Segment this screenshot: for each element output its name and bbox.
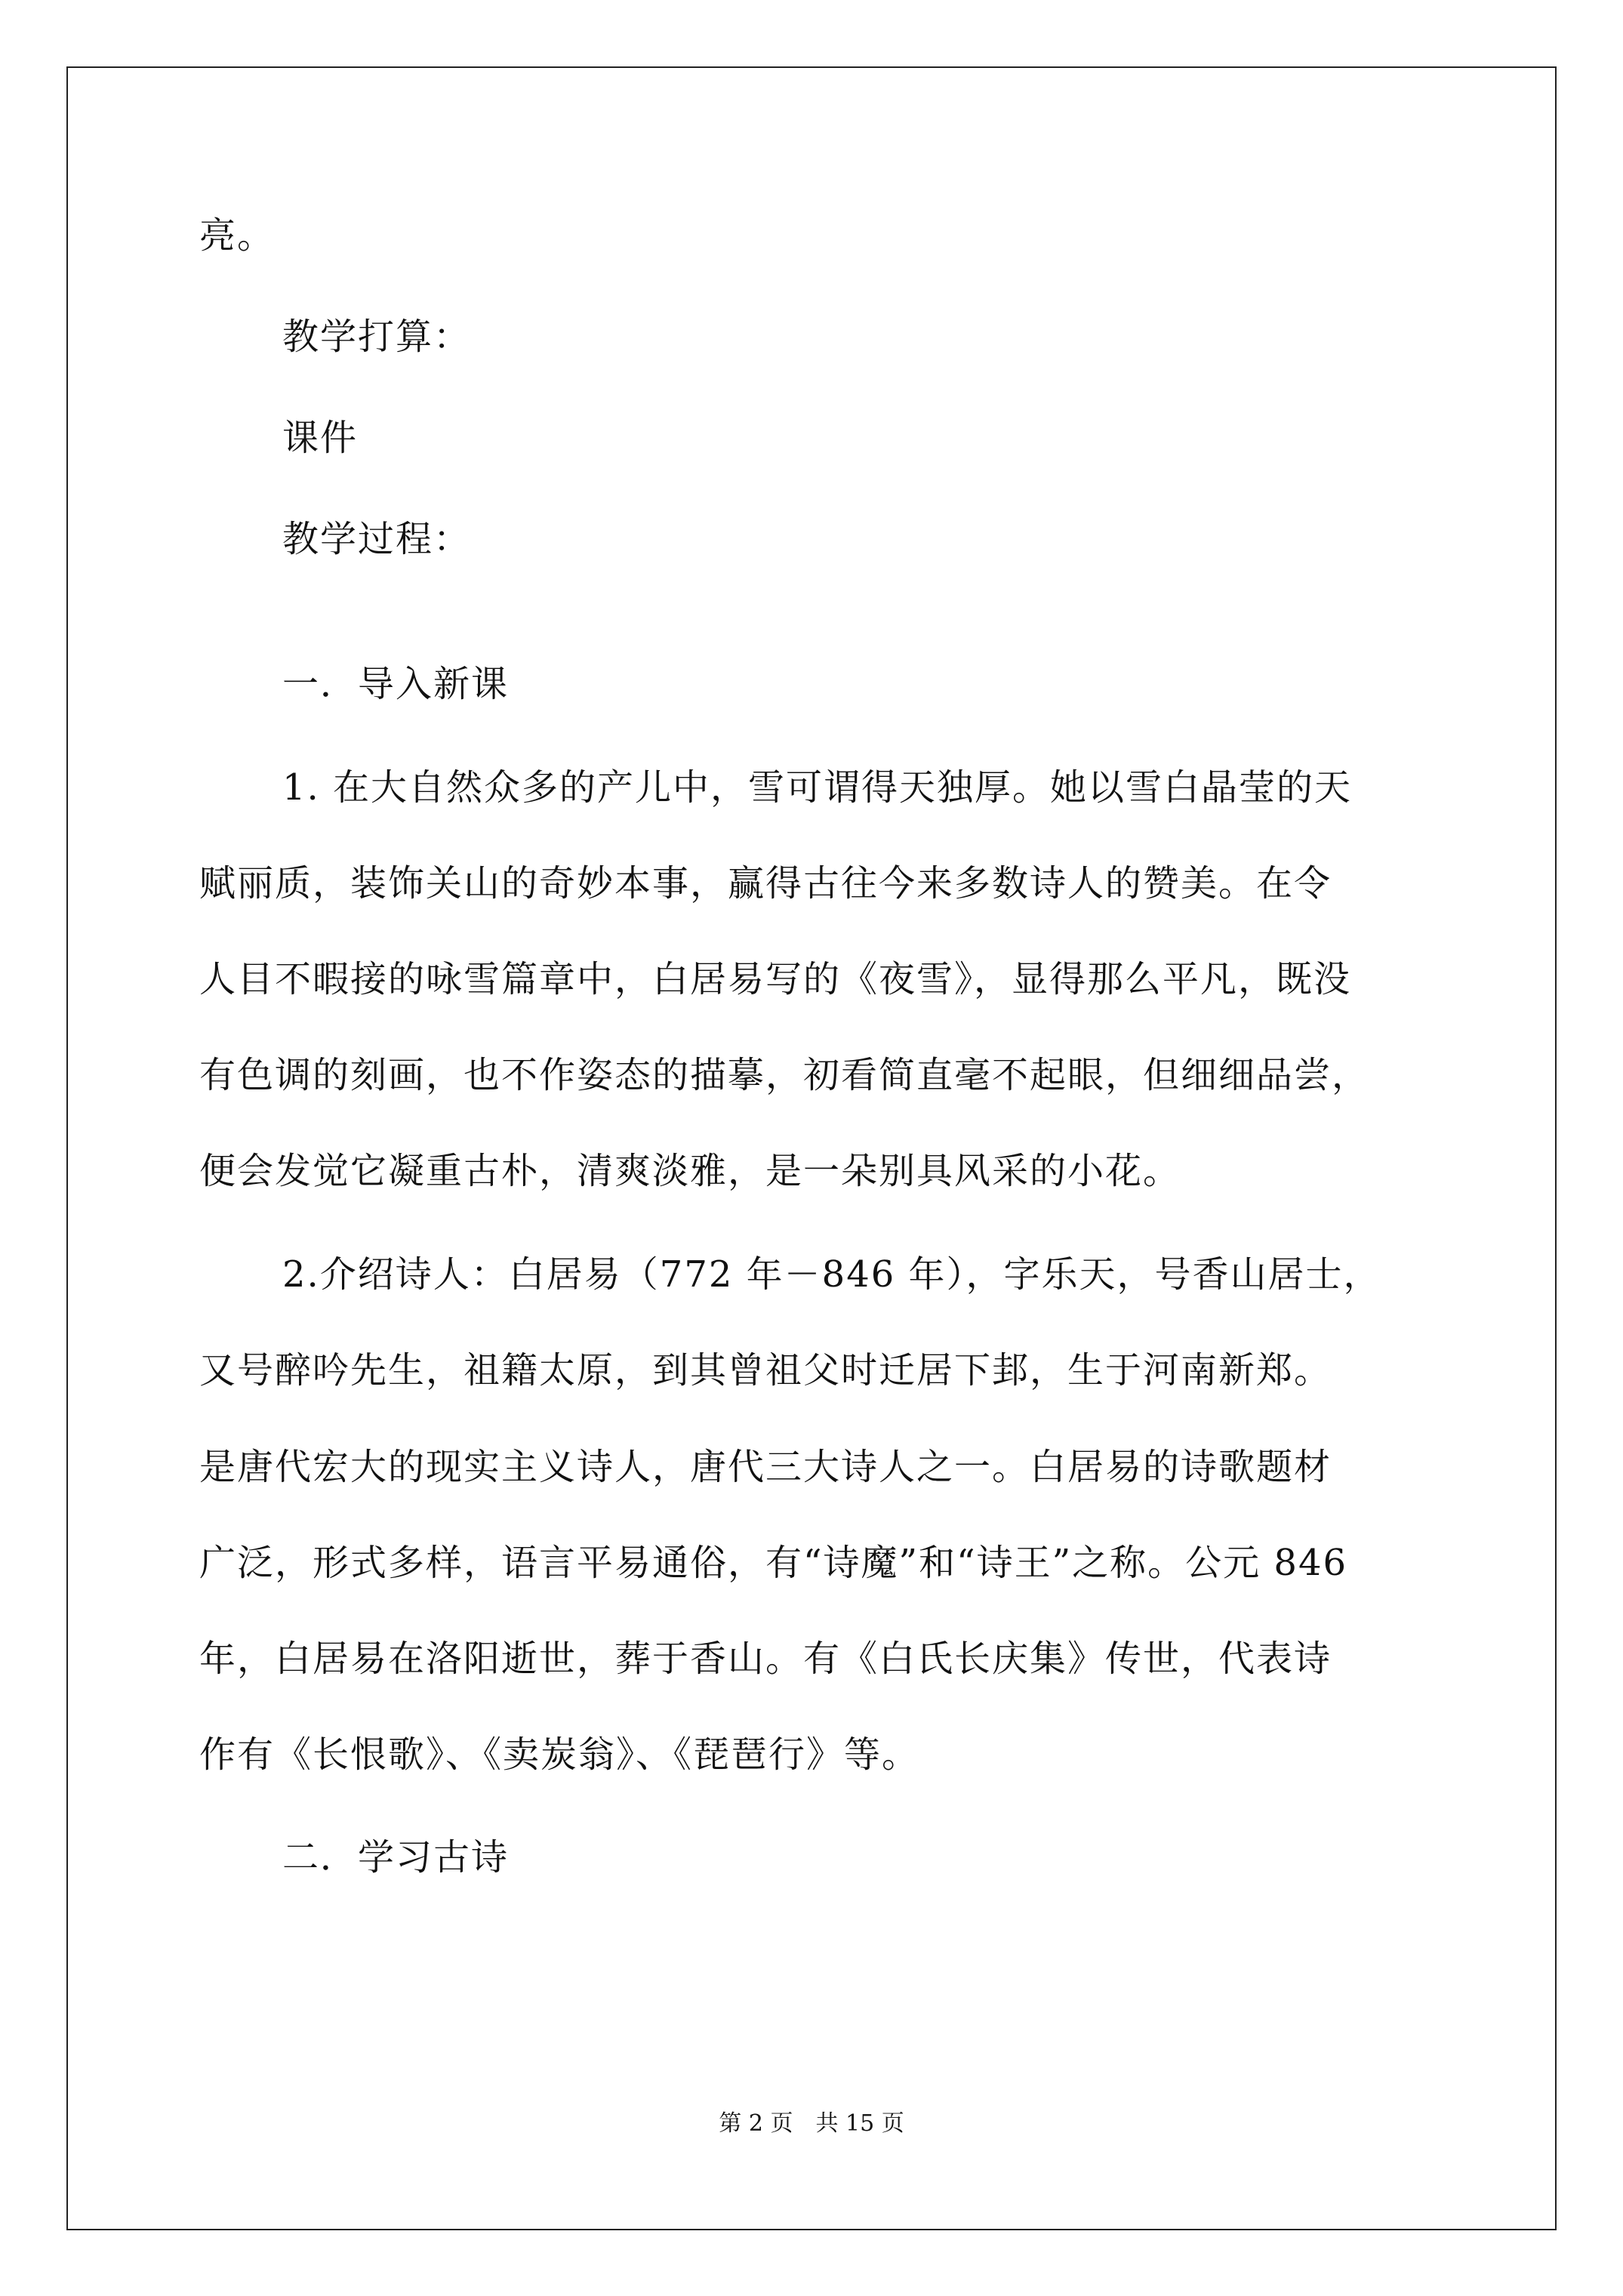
section-heading-1: 一．导入新课 <box>282 663 510 705</box>
section-heading-2: 二．学习古诗 <box>282 1836 510 1878</box>
paragraph-1-line-2: 赋丽质，装饰关山的奇妙本事，赢得古往今来多数诗人的赞美。在令 <box>199 862 1332 905</box>
text-line-1: 亮。 <box>199 214 276 257</box>
page-number-footer: 第 2 页 共 15 页 <box>719 2110 904 2137</box>
paragraph-2-line-4: 广泛，形式多样，语言平易通俗，有“诗魔”和“诗王”之称。公元 846 <box>199 1542 1348 1584</box>
heading-teaching-plan: 教学打算： <box>282 316 472 358</box>
paragraph-1-line-4: 有色调的刻画，也不作姿态的描摹，初看简直毫不起眼，但细细品尝， <box>199 1054 1370 1096</box>
paragraph-1-line-1: 1. 在大自然众多的产儿中，雪可谓得天独厚。她以雪白晶莹的天 <box>282 766 1353 809</box>
paragraph-2-line-1: 2.介绍诗人：白居易（772 年－846 年），字乐天，号香山居士， <box>282 1253 1381 1296</box>
paragraph-1-line-5: 便会发觉它凝重古朴，清爽淡雅，是一朵别具风采的小花。 <box>199 1150 1181 1192</box>
paragraph-2-line-2: 又号醉吟先生，祖籍太原，到其曾祖父时迁居下邽，生于河南新郑。 <box>199 1349 1332 1391</box>
paragraph-2-line-3: 是唐代宏大的现实主义诗人，唐代三大诗人之一。白居易的诗歌题材 <box>199 1446 1332 1488</box>
paragraph-2-line-5: 年，白居易在洛阳逝世，葬于香山。有《白氏长庆集》传世，代表诗 <box>199 1638 1332 1680</box>
paragraph-1-line-3: 人目不暇接的咏雪篇章中，白居易写的《夜雪》，显得那么平凡，既没 <box>199 958 1352 1000</box>
text-courseware: 课件 <box>282 417 359 459</box>
heading-teaching-process: 教学过程： <box>282 518 472 560</box>
paragraph-2-line-6: 作有《长恨歌》、《卖炭翁》、《琵琶行》等。 <box>199 1734 920 1776</box>
